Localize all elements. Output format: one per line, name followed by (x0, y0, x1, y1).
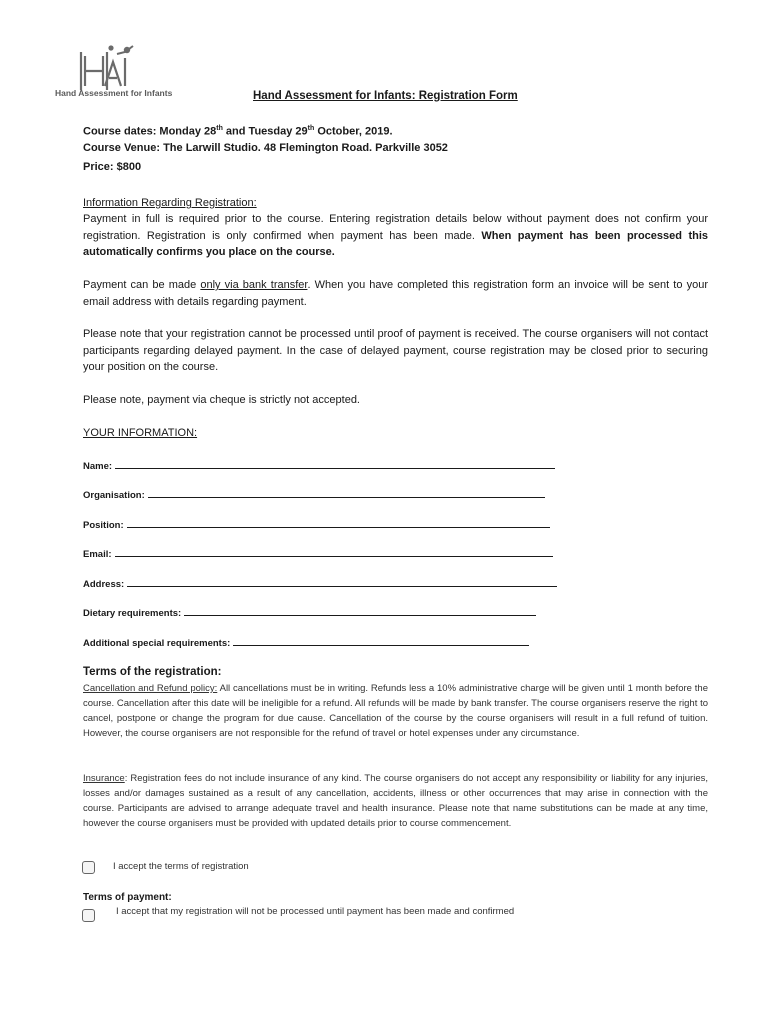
accept-terms-checkbox[interactable] (82, 861, 95, 874)
info-paragraph-4: Please note, payment via cheque is strictly not accepted. (83, 394, 360, 406)
dietary-field[interactable]: Dietary requirements: (83, 605, 536, 619)
course-price: Price: $800 (83, 161, 142, 173)
insurance-policy: Insurance: Registration fees do not include insurance of any kind. The course organisers do not accept any responsibility or liability for any injuries, losses and/or damages sustained as a result of any cancellation, accidents, illness or other occurrences that may arise in connection with the course. Participants are advised to arrange adequate travel and health insurance. Please note that name substitutions can be made at any time, however the course organisers must be provided with updated details prior to course commencement. (83, 773, 708, 829)
position-field[interactable]: Position: (83, 517, 550, 531)
payment-heading: Terms of payment: (83, 892, 172, 903)
course-dates: Course dates: Monday 28th and Tuesday 29th October, 2019. (83, 125, 393, 138)
accept-payment-checkbox[interactable] (82, 909, 95, 922)
page-title: Hand Assessment for Infants: Registration Form (253, 90, 518, 102)
additional-requirements-field[interactable]: Additional special requirements: (83, 635, 529, 649)
organisation-field[interactable]: Organisation: (83, 487, 545, 501)
name-field[interactable]: Name: (83, 458, 555, 472)
course-venue: Course Venue: The Larwill Studio. 48 Flemington Road. Parkville 3052 (83, 142, 448, 154)
info-paragraph-1: Payment in full is required prior to the course. Entering registration details below without payment does not confirm your registration. Registration is only confirmed when payment has been made. When payment has been processed this automatically confirms you place on the course. (83, 213, 708, 258)
address-field[interactable]: Address: (83, 576, 557, 590)
info-paragraph-3: Please note that your registration cannot be processed until proof of payment is received. The course organisers will not contact participants regarding delayed payment. In the case of delayed payment, course registration may be closed prior to securing your position on the course. (83, 328, 708, 373)
info-heading: Information Regarding Registration: (83, 197, 257, 209)
cancellation-policy: Cancellation and Refund policy: All cancellations must be in writing. Refunds less a 10% administrative charge will be given until 1 month before the course. Cancellation after this date will be ineligible for a refund. All refunds will be made by bank transfer. The course organisers reserve the right to cancel, postpone or change the program for due cause. Cancellation of the course by the course organisers will result in a full refund of tuition. However, the course organisers are not responsible for the refund of travel or hotel expenses under any circumstance. (83, 683, 708, 739)
your-info-heading: YOUR INFORMATION: (83, 427, 198, 439)
logo-caption: Hand Assessment for Infants (55, 88, 173, 98)
accept-payment-label: I accept that my registration will not be processed until payment has been made and confirmed (116, 906, 515, 917)
info-paragraph-2: Payment can be made only via bank transfer. When you have completed this registration form an invoice will be sent to your email address with details regarding payment. (83, 279, 708, 308)
email-field[interactable]: Email: (83, 546, 553, 560)
terms-heading: Terms of the registration: (83, 666, 222, 678)
bank-transfer-text: only via bank transfer (200, 279, 308, 291)
accept-terms-label: I accept the terms of registration (113, 861, 249, 872)
